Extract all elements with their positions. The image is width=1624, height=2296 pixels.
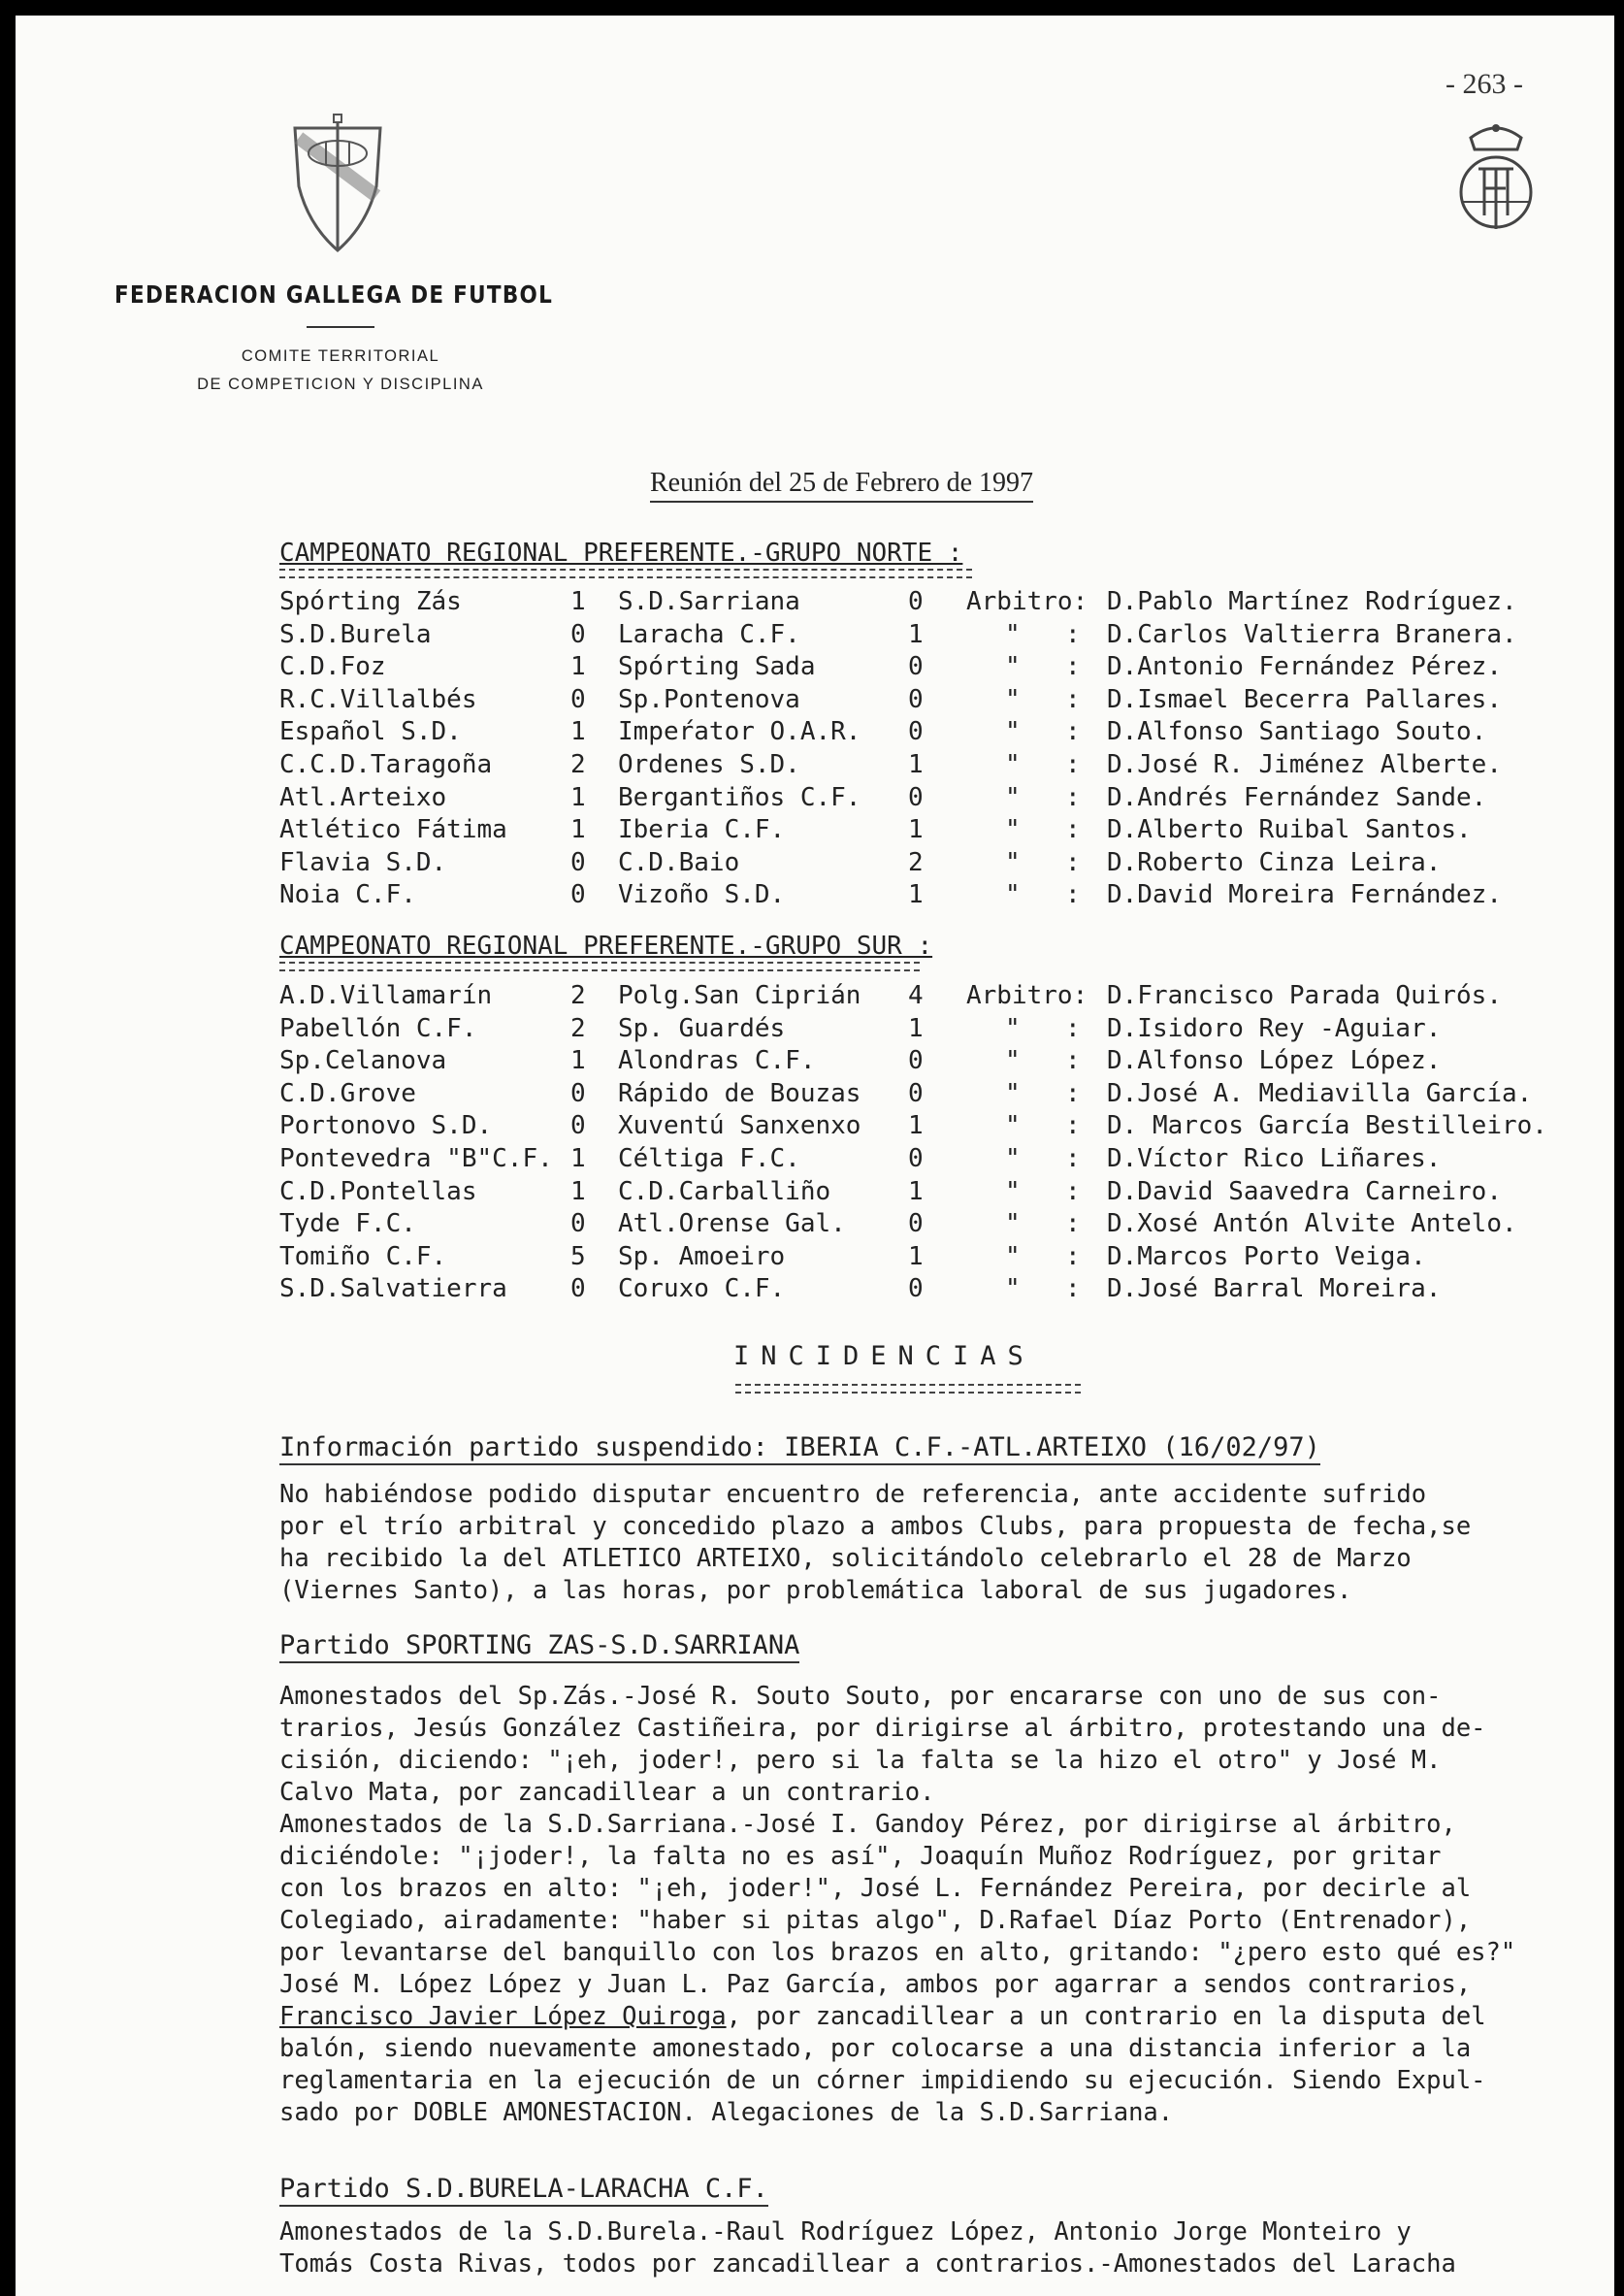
referee-name: D.Alfonso López López. <box>1107 1046 1442 1076</box>
section-double-rule <box>279 962 920 971</box>
away-team: Xuventú Sanxenxo <box>618 1111 861 1141</box>
referee-colon: : <box>1065 750 1081 779</box>
referee-label: " <box>1005 1046 1021 1076</box>
away-score: 2 <box>908 847 924 877</box>
away-team: C.D.Baio <box>618 847 740 877</box>
away-team: Rápido de Bouzas <box>618 1078 861 1108</box>
incident-line: No habiéndose podido disputar encuentro de referencia, ante accidente sufrido <box>279 1480 1427 1509</box>
referee-name: D.José Barral Moreira. <box>1107 1274 1442 1304</box>
away-score: 0 <box>908 1274 924 1304</box>
incident-line: trarios, Jesús González Castiñeira, por dirigirse al árbitro, protestando una de- <box>279 1714 1486 1743</box>
referee-name: D.David Moreira Fernández. <box>1107 880 1502 910</box>
away-score: 0 <box>908 587 924 616</box>
away-score: 0 <box>908 1144 924 1173</box>
away-team: Ordenes S.D. <box>618 750 800 779</box>
referee-name: D.José A. Mediavilla García. <box>1107 1078 1533 1108</box>
match-row <box>16 782 1614 813</box>
away-team: Coruxo C.F. <box>618 1274 786 1304</box>
incidencias-heading: INCIDENCIAS <box>733 1341 1035 1371</box>
federation-crest-icon <box>1449 115 1543 241</box>
away-team: Alondras C.F. <box>618 1046 816 1076</box>
incident-line: Francisco Javier López Quiroga, por zancadillear a un contrario en la disputa del <box>279 2002 1486 2031</box>
match-row <box>16 1110 1614 1141</box>
match-row <box>16 1045 1614 1076</box>
away-score: 1 <box>908 1176 924 1206</box>
incident-line: Tomás Costa Rivas, todos por zancadillear a contrarios.-Amonestados del Laracha <box>279 2249 1456 2279</box>
match-row <box>16 716 1614 747</box>
away-team: S.D.Sarriana <box>618 587 800 616</box>
home-team: R.C.Villalbés <box>279 684 477 714</box>
referee-name: D.Ismael Becerra Pallares. <box>1107 684 1502 714</box>
incident-title: Partido SPORTING ZAS-S.D.SARRIANA <box>279 1630 799 1663</box>
match-row <box>16 847 1614 878</box>
home-team: Pabellón C.F. <box>279 1013 477 1043</box>
home-score: 0 <box>570 1209 586 1239</box>
home-score: 1 <box>570 1144 586 1173</box>
incidencias-double-rule <box>735 1384 1081 1394</box>
away-score: 0 <box>908 1078 924 1108</box>
referee-name: D.Víctor Rico Liñares. <box>1107 1144 1442 1173</box>
home-team: Tomiño C.F. <box>279 1241 447 1271</box>
meeting-title: Reunión del 25 de Febrero de 1997 <box>650 468 1033 503</box>
match-row <box>16 814 1614 845</box>
away-score: 1 <box>908 815 924 845</box>
away-team: Sp.Pontenova <box>618 684 800 714</box>
away-score: 0 <box>908 684 924 714</box>
home-team: C.D.Foz <box>279 652 386 682</box>
match-row <box>16 651 1614 682</box>
incident-line: Colegiado, airadamente: "haber si pitas algo", D.Rafael Díaz Porto (Entrenador), <box>279 1906 1472 1935</box>
referee-label: " <box>1005 619 1021 649</box>
away-score: 1 <box>908 1241 924 1271</box>
referee-label: " <box>1005 1209 1021 1239</box>
away-team: Iberia C.F. <box>618 815 786 845</box>
referee-colon: : <box>1065 1144 1081 1173</box>
away-team: Impeŕator O.A.R. <box>618 717 861 747</box>
referee-name: D.Isidoro Rey -Aguiar. <box>1107 1013 1442 1043</box>
committee-line-2: DE COMPETICION Y DISCIPLINA <box>197 376 484 393</box>
incident-line: Amonestados de la S.D.Burela.-Raul Rodríguez López, Antonio Jorge Monteiro y <box>279 2217 1412 2247</box>
incident-body <box>279 1681 1595 2129</box>
incident-line: por levantarse del banquillo con los brazos en alto, gritando: "¿pero esto qué es?" <box>279 1938 1516 1967</box>
incident-body <box>279 2216 1595 2280</box>
referee-colon: : <box>1065 815 1081 845</box>
referee-label: " <box>1005 847 1021 877</box>
incident-line: balón, siendo nuevamente amonestado, por colocarse a una distancia inferior a la <box>279 2034 1472 2063</box>
referee-name: D.David Saavedra Carneiro. <box>1107 1176 1502 1206</box>
match-row <box>16 1078 1614 1109</box>
match-row <box>16 1241 1614 1272</box>
home-score: 2 <box>570 981 586 1010</box>
incident-line: Calvo Mata, por zancadillear a un contrario. <box>279 1778 935 1807</box>
home-team: Pontevedra "B"C.F. <box>279 1144 553 1173</box>
match-row <box>16 586 1614 617</box>
referee-name: D.Xosé Antón Alvite Antelo. <box>1107 1209 1517 1239</box>
page-number: - 263 - <box>1445 68 1523 100</box>
referee-name: D.Alfonso Santiago Souto. <box>1107 717 1487 747</box>
away-team: Vizoño S.D. <box>618 880 786 910</box>
referee-label: " <box>1005 684 1021 714</box>
home-score: 0 <box>570 880 586 910</box>
referee-colon: : <box>1065 782 1081 812</box>
referee-name: D.Roberto Cinza Leira. <box>1107 847 1442 877</box>
home-score: 1 <box>570 1046 586 1076</box>
referee-colon: : <box>1065 847 1081 877</box>
incident-line: Amonestados del Sp.Zás.-José R. Souto Souto, por encararse con uno de sus con- <box>279 1682 1442 1711</box>
away-score: 4 <box>908 981 924 1010</box>
home-score: 1 <box>570 815 586 845</box>
match-row <box>16 749 1614 780</box>
away-team: Laracha C.F. <box>618 619 800 649</box>
federation-name: FEDERACION GALLEGA DE FUTBOL <box>114 280 554 309</box>
home-score: 1 <box>570 782 586 812</box>
away-score: 0 <box>908 782 924 812</box>
match-row <box>16 879 1614 910</box>
referee-colon: : <box>1065 684 1081 714</box>
referee-colon: : <box>1065 1176 1081 1206</box>
away-team: Bergantiños C.F. <box>618 782 861 812</box>
referee-name: D.Antonio Fernández Pérez. <box>1107 652 1502 682</box>
referee-colon: : <box>1065 619 1081 649</box>
referee-colon: : <box>1065 1111 1081 1141</box>
home-score: 2 <box>570 1013 586 1043</box>
match-row <box>16 1143 1614 1174</box>
referee-label: Arbitro: <box>966 587 1088 616</box>
home-team: C.C.D.Taragoña <box>279 750 493 779</box>
home-team: Spórting Zás <box>279 587 462 616</box>
away-team: Sp. Amoeiro <box>618 1241 786 1271</box>
match-row <box>16 1013 1614 1044</box>
incident-line: con los brazos en alto: "¡eh, joder!", José L. Fernández Pereira, por decirle al <box>279 1874 1472 1903</box>
section-double-rule <box>279 569 972 578</box>
incident-title: Información partido suspendido: IBERIA C.F.-ATL.ARTEIXO (16/02/97) <box>279 1432 1320 1465</box>
home-team: Tyde F.C. <box>279 1209 416 1239</box>
home-score: 2 <box>570 750 586 779</box>
referee-colon: : <box>1065 880 1081 910</box>
home-score: 0 <box>570 847 586 877</box>
match-row <box>16 1208 1614 1239</box>
referee-name: D. Marcos García Bestilleiro. <box>1107 1111 1547 1141</box>
referee-label: " <box>1005 1176 1021 1206</box>
referee-colon: : <box>1065 1274 1081 1304</box>
match-row <box>16 980 1614 1011</box>
incident-line: sado por DOBLE AMONESTACION. Alegaciones de la S.D.Sarriana. <box>279 2098 1174 2127</box>
incident-line: José M. López López y Juan L. Paz García, ambos por agarrar a sendos contrarios, <box>279 1970 1472 1999</box>
away-team: Polg.San Ciprián <box>618 981 861 1010</box>
referee-label: " <box>1005 880 1021 910</box>
referee-label: " <box>1005 782 1021 812</box>
home-team: Español S.D. <box>279 717 462 747</box>
incident-body <box>279 1479 1595 1607</box>
home-score: 1 <box>570 717 586 747</box>
home-score: 0 <box>570 619 586 649</box>
home-team: S.D.Salvatierra <box>279 1274 507 1304</box>
referee-label: " <box>1005 1241 1021 1271</box>
away-score: 1 <box>908 1111 924 1141</box>
referee-name: D.Carlos Valtierra Branera. <box>1107 619 1517 649</box>
referee-label: " <box>1005 652 1021 682</box>
home-score: 0 <box>570 684 586 714</box>
referee-label: " <box>1005 1013 1021 1043</box>
referee-label: " <box>1005 1144 1021 1173</box>
away-team: Céltiga F.C. <box>618 1144 800 1173</box>
home-team: Sp.Celanova <box>279 1046 447 1076</box>
incident-line: diciéndole: "¡joder!, la falta no es así", Joaquín Muñoz Rodríguez, por gritar <box>279 1842 1442 1871</box>
referee-colon: : <box>1065 652 1081 682</box>
referee-label: " <box>1005 1078 1021 1108</box>
referee-label: " <box>1005 1111 1021 1141</box>
referee-colon: : <box>1065 1013 1081 1043</box>
incident-line: ha recibido la del ATLETICO ARTEIXO, solicitándolo celebrarlo el 28 de Marzo <box>279 1544 1412 1573</box>
incident-line: (Viernes Santo), a las horas, por problemática laboral de sus jugadores. <box>279 1576 1352 1605</box>
home-team: Atlético Fátima <box>279 815 507 845</box>
home-score: 0 <box>570 1274 586 1304</box>
away-score: 0 <box>908 652 924 682</box>
committee-line-1: COMITE TERRITORIAL <box>241 347 440 365</box>
referee-name: D.Pablo Martínez Rodríguez. <box>1107 587 1517 616</box>
referee-name: D.Andrés Fernández Sande. <box>1107 782 1487 812</box>
home-score: 5 <box>570 1241 586 1271</box>
home-team: C.D.Pontellas <box>279 1176 477 1206</box>
away-score: 0 <box>908 717 924 747</box>
match-row <box>16 1176 1614 1207</box>
referee-colon: : <box>1065 1209 1081 1239</box>
referee-colon: : <box>1065 717 1081 747</box>
home-team: C.D.Grove <box>279 1078 416 1108</box>
away-score: 1 <box>908 619 924 649</box>
away-score: 1 <box>908 1013 924 1043</box>
referee-label: " <box>1005 1274 1021 1304</box>
letterhead-divider <box>307 326 374 328</box>
away-team: C.D.Carballiño <box>618 1176 831 1206</box>
referee-name: D.José R. Jiménez Alberte. <box>1107 750 1502 779</box>
incident-line: por el trío arbitral y concedido plazo a ambos Clubs, para propuesta de fecha,se <box>279 1512 1472 1541</box>
referee-colon: : <box>1065 1046 1081 1076</box>
home-team: Atl.Arteixo <box>279 782 447 812</box>
referee-colon: : <box>1065 1241 1081 1271</box>
referee-label: " <box>1005 815 1021 845</box>
away-team: Sp. Guardés <box>618 1013 786 1043</box>
match-row <box>16 684 1614 715</box>
incident-line: reglamentaria en la ejecución de un córner impidiendo su ejecución. Siendo Expul- <box>279 2066 1486 2095</box>
away-score: 0 <box>908 1046 924 1076</box>
referee-label: Arbitro: <box>966 981 1088 1010</box>
home-team: Flavia S.D. <box>279 847 447 877</box>
referee-colon: : <box>1065 1078 1081 1108</box>
home-score: 0 <box>570 1078 586 1108</box>
away-score: 0 <box>908 1209 924 1239</box>
home-score: 1 <box>570 652 586 682</box>
away-team: Spórting Sada <box>618 652 816 682</box>
home-team: S.D.Burela <box>279 619 432 649</box>
referee-name: D.Francisco Parada Quirós. <box>1107 981 1502 1010</box>
incident-line: cisión, diciendo: "¡eh, joder!, pero si la falta se la hizo el otro" y José M. <box>279 1746 1442 1775</box>
home-team: A.D.Villamarín <box>279 981 493 1010</box>
away-team: Atl.Orense Gal. <box>618 1209 846 1239</box>
referee-name: D.Alberto Ruibal Santos. <box>1107 815 1472 845</box>
incident-title: Partido S.D.BURELA-LARACHA C.F. <box>279 2174 768 2207</box>
incident-line: Amonestados de la S.D.Sarriana.-José I. Gandoy Pérez, por dirigirse al árbitro, <box>279 1810 1456 1839</box>
home-team: Portonovo S.D. <box>279 1111 493 1141</box>
away-score: 1 <box>908 880 924 910</box>
match-row <box>16 1273 1614 1304</box>
referee-label: " <box>1005 750 1021 779</box>
referee-label: " <box>1005 717 1021 747</box>
section-title-sur: CAMPEONATO REGIONAL PREFERENTE.-GRUPO SUR : <box>279 932 933 961</box>
home-score: 1 <box>570 587 586 616</box>
home-team: Noia C.F. <box>279 880 416 910</box>
home-score: 0 <box>570 1111 586 1141</box>
section-title-norte: CAMPEONATO REGIONAL PREFERENTE.-GRUPO NORTE : <box>279 539 963 568</box>
home-score: 1 <box>570 1176 586 1206</box>
away-score: 1 <box>908 750 924 779</box>
federation-shield-logo <box>289 109 386 256</box>
match-row <box>16 619 1614 650</box>
document-page <box>16 16 1614 2296</box>
referee-name: D.Marcos Porto Veiga. <box>1107 1241 1426 1271</box>
